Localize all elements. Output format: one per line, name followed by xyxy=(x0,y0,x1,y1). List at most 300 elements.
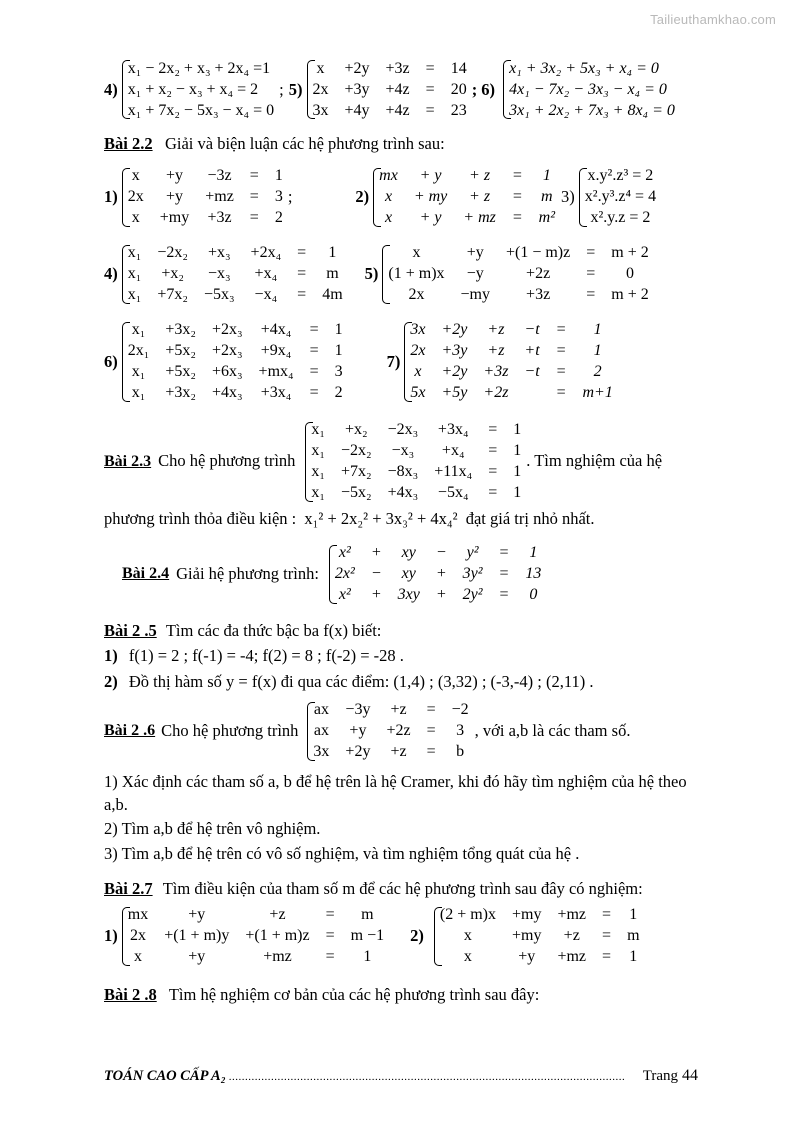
equation-row xyxy=(128,362,343,383)
term: y² xyxy=(466,544,479,562)
equals: = xyxy=(488,442,498,460)
term: −x₃ xyxy=(207,265,231,283)
term: +2x₃ xyxy=(211,321,243,339)
equals: = xyxy=(555,384,567,402)
equation-row xyxy=(440,926,640,947)
rhs: −2 xyxy=(451,701,469,719)
term: 2x xyxy=(129,927,146,945)
operator: + xyxy=(370,586,382,604)
system-1-equations xyxy=(128,905,384,968)
equation-row xyxy=(410,341,612,362)
term: +3z xyxy=(483,363,509,381)
left-brace xyxy=(576,166,585,229)
equals: = xyxy=(249,167,259,185)
equation-row xyxy=(313,79,467,100)
equation-row xyxy=(128,100,274,121)
term: + z xyxy=(469,188,491,206)
rhs: 1 xyxy=(529,544,538,562)
rhs: 1 xyxy=(513,442,522,460)
bai22-system-4 xyxy=(104,243,343,306)
equation-row xyxy=(311,441,521,462)
rhs: m+1 xyxy=(582,384,613,402)
equals: = xyxy=(555,363,567,381)
footer-page-label: Trang xyxy=(642,1068,678,1084)
rhs: 2 xyxy=(593,363,602,381)
term: +5x₂ xyxy=(165,363,196,381)
rhs: 1 xyxy=(513,463,522,481)
operator: − xyxy=(370,565,382,583)
equation-row xyxy=(388,243,648,264)
equation-text: x².y³.z⁴ = 4 xyxy=(584,188,657,206)
term: +4x₃ xyxy=(387,484,419,502)
system-4 xyxy=(104,58,274,121)
equation-row xyxy=(379,187,555,208)
term: +y xyxy=(466,244,484,262)
equals: = xyxy=(426,701,436,719)
term: x₁ xyxy=(311,463,325,481)
term: +2y xyxy=(344,59,370,77)
term: x² xyxy=(338,544,351,562)
bai-2-3-condition-line xyxy=(104,508,704,531)
rhs: 0 xyxy=(626,265,634,283)
term: x₁ xyxy=(127,265,142,283)
term: −my xyxy=(460,286,490,304)
bai-2-8-heading xyxy=(104,984,704,1007)
rhs: 4m xyxy=(322,286,343,304)
left-brace xyxy=(119,905,128,968)
operator: − xyxy=(435,544,447,562)
term: +3x₂ xyxy=(165,384,196,402)
bai-2-6-tag: Bài 2 .6 xyxy=(104,722,156,740)
bai22-row-45 xyxy=(104,243,704,306)
rhs: m + 2 xyxy=(611,286,649,304)
term: xy xyxy=(401,565,416,583)
condition-expression: x₁² + 2x₂² + 3x₃² + 4x₄² xyxy=(304,508,458,528)
equation-row xyxy=(335,564,541,585)
bai-2-5-tag: Bài 2 .5 xyxy=(104,620,157,640)
bai-2-3-block xyxy=(104,420,704,504)
term: x₁ xyxy=(311,421,325,439)
equation-row xyxy=(335,585,541,606)
term: +mz xyxy=(557,948,587,966)
equation-text: x.y².z³ = 2 xyxy=(587,167,654,185)
item-number: 1) xyxy=(104,646,118,666)
term: x₁ xyxy=(311,442,325,460)
term: +x₄ xyxy=(254,265,278,283)
bai-2-3-tag: Bài 2.3 xyxy=(104,452,152,470)
item-number: 2) xyxy=(104,672,118,692)
equals: = xyxy=(511,209,523,227)
rhs: 1 xyxy=(629,948,638,966)
term: 3x xyxy=(312,101,329,119)
term: +(1 + m)y xyxy=(164,927,230,945)
term: + my xyxy=(413,188,448,206)
rhs: 1 xyxy=(513,421,522,439)
system-1-label: 1) xyxy=(104,926,118,946)
term: −2x₂ xyxy=(341,442,372,460)
equals: = xyxy=(309,384,319,402)
equals: = xyxy=(488,421,498,439)
page-footer xyxy=(104,1067,698,1085)
bai27-system-2 xyxy=(410,905,639,968)
term: 2x xyxy=(127,188,144,206)
term: +3x₄ xyxy=(260,384,292,402)
bai-2-7-text: Tìm điều kiện của tham số m để các hệ phương trình sau đây có nghiệm: xyxy=(162,878,643,898)
equation-row xyxy=(509,79,675,100)
bai-2-3-text-before: Cho hệ phương trình xyxy=(158,451,296,471)
rhs: 1 xyxy=(274,167,283,185)
equation-row xyxy=(379,166,555,187)
equation-row xyxy=(311,462,521,483)
term: ax xyxy=(313,722,329,740)
rhs: 20 xyxy=(450,80,467,98)
equation-row xyxy=(128,58,274,79)
bai23-system xyxy=(302,420,521,504)
equals: = xyxy=(602,948,612,966)
rhs: 1 xyxy=(328,244,337,262)
term: +mx₄ xyxy=(258,363,294,381)
bai-2-4-text: Giải hệ phương trình: xyxy=(176,563,319,583)
term: +z xyxy=(269,906,286,924)
term: 3y² xyxy=(462,565,483,583)
term: −3y xyxy=(345,701,371,719)
rhs: 0 xyxy=(529,586,538,604)
left-brace xyxy=(302,420,311,504)
left-brace xyxy=(304,58,313,121)
equation-row xyxy=(410,383,612,404)
equals: = xyxy=(297,244,307,262)
term: ax xyxy=(313,701,329,719)
rhs: 23 xyxy=(450,101,467,119)
bai-2-6-text-before: Cho hệ phương trình xyxy=(161,720,299,740)
equals: = xyxy=(511,188,523,206)
rhs: 1 xyxy=(629,906,638,924)
bai-2-5-item-1 xyxy=(104,645,704,668)
bai-2-7-heading xyxy=(104,878,704,901)
rhs: m xyxy=(361,906,374,924)
term: +7x₂ xyxy=(157,286,188,304)
left-brace xyxy=(379,243,388,306)
equals: = xyxy=(511,167,523,185)
equation-row xyxy=(128,947,384,968)
equation-text: x₁ + 3x₂ + 5x₃ + x₄ = 0 xyxy=(509,59,659,77)
term: +11x₄ xyxy=(434,463,473,481)
term: +y xyxy=(518,948,536,966)
equals: = xyxy=(426,722,436,740)
term: +x₃ xyxy=(207,244,231,262)
term: 3x xyxy=(410,321,426,339)
equals: = xyxy=(555,321,567,339)
bai22-system-6 xyxy=(104,320,343,404)
rhs: m² xyxy=(538,209,556,227)
bai26-equations xyxy=(313,700,468,763)
bai22-row-123 xyxy=(104,166,704,229)
term: x₁ xyxy=(127,244,142,262)
equals: = xyxy=(586,286,596,304)
left-brace xyxy=(326,543,335,606)
equation-row xyxy=(585,166,656,187)
term: +2x₄ xyxy=(250,244,282,262)
term: −t xyxy=(524,321,540,339)
term: +6x₃ xyxy=(211,363,243,381)
rhs: m xyxy=(627,927,640,945)
term: +2y xyxy=(441,363,468,381)
term: 3x xyxy=(313,743,330,761)
bai-2-6-item-1: 1) Xác định các tham số a, b để hệ trên là hệ Cramer, khi đó hãy tìm nghiệm của hệ theo a,b. xyxy=(104,771,687,814)
rhs: 2 xyxy=(334,384,343,402)
term: +y xyxy=(165,167,183,185)
system-6-label: 6) xyxy=(104,351,118,371)
trailing-semicolon: ; xyxy=(287,187,293,207)
bai22-row-67 xyxy=(104,320,704,404)
condition-prefix: phương trình thỏa điều kiện : xyxy=(104,508,297,528)
system-7-equations xyxy=(410,320,612,404)
equals: = xyxy=(309,321,319,339)
system-4-label: 4) xyxy=(104,264,118,284)
equation-row xyxy=(509,58,675,79)
rhs: m xyxy=(541,188,553,206)
equals: = xyxy=(325,948,335,966)
system-3-equations xyxy=(585,166,656,229)
equation-text: 3x₁ + 2x₂ + 7x₃ + 8x₄ = 0 xyxy=(509,101,675,119)
bai-2-4-block xyxy=(104,543,704,606)
term: +y xyxy=(165,188,183,206)
term: −y xyxy=(466,265,484,283)
equals: = xyxy=(309,342,319,360)
rhs: 1 xyxy=(593,342,602,360)
term: + mz xyxy=(463,209,496,227)
equals: = xyxy=(297,265,307,283)
term: +3y xyxy=(441,342,468,360)
term: −5x₄ xyxy=(437,484,469,502)
bai22-system-1 xyxy=(104,166,297,229)
operator: + xyxy=(435,565,447,583)
term: +x₂ xyxy=(345,421,368,439)
bai-2-3-text-after: . Tìm nghiệm của hệ xyxy=(526,451,663,471)
equals: = xyxy=(309,363,319,381)
bai-2-6-item-2: 2) Tìm a,b để hệ trên vô nghiệm. xyxy=(104,819,321,839)
rhs: m −1 xyxy=(350,927,385,945)
equals: = xyxy=(249,209,259,227)
system-4-equations xyxy=(128,243,343,306)
left-brace xyxy=(119,166,128,229)
term: x xyxy=(414,363,422,381)
bai-2-4-tag: Bài 2.4 xyxy=(122,565,170,583)
equation-row xyxy=(128,166,283,187)
left-brace xyxy=(431,905,440,968)
rhs: 2 xyxy=(274,209,283,227)
document-content xyxy=(104,52,704,1006)
term: +t xyxy=(524,342,540,360)
term: (2 + m)x xyxy=(439,906,496,924)
term: 5x xyxy=(410,384,426,402)
equation-row xyxy=(128,383,343,404)
term: +y xyxy=(349,722,367,740)
system-1-equations xyxy=(128,166,283,229)
term: +3z xyxy=(207,209,232,227)
bai26-system xyxy=(304,700,468,763)
term: x xyxy=(316,59,325,77)
term: +mz xyxy=(557,906,587,924)
rhs: 13 xyxy=(525,565,542,583)
term: −x₃ xyxy=(391,442,415,460)
equals: = xyxy=(555,342,567,360)
left-brace xyxy=(119,243,128,306)
term: +x₄ xyxy=(441,442,465,460)
term: +2x₃ xyxy=(211,342,243,360)
rhs: 1 xyxy=(593,321,602,339)
equation-row xyxy=(128,187,283,208)
term: +4z xyxy=(385,80,410,98)
item-text: f(1) = 2 ; f(-1) = -4; f(2) = 8 ; f(-2) = -28 . xyxy=(128,646,404,666)
equation-text: x₁ − 2x₂ + x₃ + 2x₄ =1 xyxy=(127,59,271,77)
term: x₁ xyxy=(311,484,325,502)
left-brace xyxy=(304,700,313,763)
term: 2x₁ xyxy=(127,342,150,360)
equation-row xyxy=(313,721,468,742)
term: xy xyxy=(401,544,416,562)
left-brace xyxy=(401,320,410,404)
bai-2-2-tag: Bài 2.2 xyxy=(104,134,153,153)
equation-row xyxy=(388,285,648,306)
term: + y xyxy=(419,209,442,227)
system-6 xyxy=(500,58,675,121)
term: +3z xyxy=(526,286,551,304)
term: 2x xyxy=(410,342,426,360)
term: +2y xyxy=(441,321,468,339)
equation-row xyxy=(440,905,640,926)
term: +3x₄ xyxy=(437,421,469,439)
equals: = xyxy=(498,586,510,604)
term: −5x₂ xyxy=(341,484,372,502)
equation-row xyxy=(128,243,343,264)
rhs: 1 xyxy=(334,321,343,339)
operator: + xyxy=(370,544,382,562)
bai-2-6-text-after: , với a,b là các tham số. xyxy=(474,720,631,740)
equation-row xyxy=(313,100,467,121)
term: +2z xyxy=(386,722,411,740)
system-4-label: 4) xyxy=(104,79,118,99)
equals: = xyxy=(425,80,435,98)
system-7-label: 7) xyxy=(386,351,401,371)
term: +2z xyxy=(526,265,551,283)
term: −8x₃ xyxy=(387,463,419,481)
equation-row xyxy=(585,187,656,208)
equals: = xyxy=(602,927,612,945)
bai-2-6-block xyxy=(104,700,704,763)
term: 2x² xyxy=(334,565,355,583)
system-1-label: 1) xyxy=(104,187,118,207)
system-2-label: 2) xyxy=(410,926,424,946)
system-5 xyxy=(289,58,467,121)
term: −x₄ xyxy=(254,286,278,304)
bai24-system xyxy=(326,543,541,606)
bai21-systems-row xyxy=(104,58,704,121)
term: +4y xyxy=(344,101,370,119)
term: +z xyxy=(563,927,580,945)
equation-row xyxy=(128,208,283,229)
rhs: b xyxy=(456,743,465,761)
term: 2y² xyxy=(462,586,483,604)
equation-row xyxy=(128,285,343,306)
rhs: 3 xyxy=(456,722,465,740)
term: + y xyxy=(419,167,442,185)
term: 2x xyxy=(408,286,425,304)
term: +4x₃ xyxy=(211,384,243,402)
bai22-system-5 xyxy=(365,243,649,306)
term: +my xyxy=(511,927,542,945)
bai22-system-2 xyxy=(355,166,555,229)
term: +y xyxy=(188,906,206,924)
equation-row xyxy=(410,320,612,341)
bai-2-6-item-3: 3) Tìm a,b để hệ trên có vô số nghiệm, và tìm nghiệm tổng quát của hệ . xyxy=(104,844,580,864)
term: 3xy xyxy=(397,586,420,604)
system-3-label: 3) xyxy=(561,187,575,207)
term: +z xyxy=(390,701,407,719)
term: −2x₃ xyxy=(387,421,419,439)
term: x xyxy=(463,948,472,966)
equation-row xyxy=(311,420,521,441)
bai-2-5-item-2 xyxy=(104,671,704,694)
footer-title: TOÁN CAO CẤP A₂ xyxy=(104,1068,226,1084)
term: −3z xyxy=(207,167,232,185)
bai22-system-3 xyxy=(561,166,656,229)
bai27-row xyxy=(104,905,704,968)
term: 2x xyxy=(312,80,329,98)
term: +2z xyxy=(483,384,509,402)
term: x₁ xyxy=(131,384,146,402)
term: +4x₄ xyxy=(260,321,292,339)
left-brace xyxy=(119,320,128,404)
item-text: Đồ thị hàm số y = f(x) đi qua các điểm: (1,4) ; (3,32) ; (-3,-4) ; (2,11) . xyxy=(128,672,594,692)
bai27-system-1 xyxy=(104,905,384,968)
term: mx xyxy=(127,906,149,924)
equals: = xyxy=(325,906,335,924)
equation-text: 4x₁ − 7x₂ − 3x₃ − x₄ = 0 xyxy=(509,80,667,98)
equation-row xyxy=(388,264,648,285)
footer-page-number: 44 xyxy=(682,1067,698,1084)
system-5-label: 5) xyxy=(364,264,379,284)
rhs: 3 xyxy=(274,188,283,206)
rhs: 1 xyxy=(334,342,343,360)
equation-row xyxy=(128,905,384,926)
term: +z xyxy=(487,321,505,339)
term: +4z xyxy=(385,101,410,119)
term: −2x₂ xyxy=(157,244,188,262)
system-5-label: 5) xyxy=(288,79,303,99)
equals: = xyxy=(498,544,510,562)
system-4-equations xyxy=(128,58,274,121)
equation-text: x₁ + 7x₂ − 5x₃ − x₄ = 0 xyxy=(127,101,275,119)
term: +z xyxy=(390,743,407,761)
equals: = xyxy=(426,743,436,761)
term: +5x₂ xyxy=(165,342,196,360)
term: +2y xyxy=(345,743,371,761)
term: x xyxy=(463,927,472,945)
equals: = xyxy=(498,565,510,583)
term: (1 + m)x xyxy=(388,265,445,283)
bai-2-7-tag: Bài 2.7 xyxy=(104,878,153,898)
operator: + xyxy=(435,586,447,604)
equals: = xyxy=(586,244,596,262)
equation-row xyxy=(313,58,467,79)
equation-row xyxy=(313,700,468,721)
term: x xyxy=(131,209,140,227)
equals: = xyxy=(488,463,498,481)
condition-suffix: đạt giá trị nhỏ nhất. xyxy=(465,508,595,528)
equation-text: x².y.z = 2 xyxy=(590,209,651,227)
equals: = xyxy=(425,59,435,77)
